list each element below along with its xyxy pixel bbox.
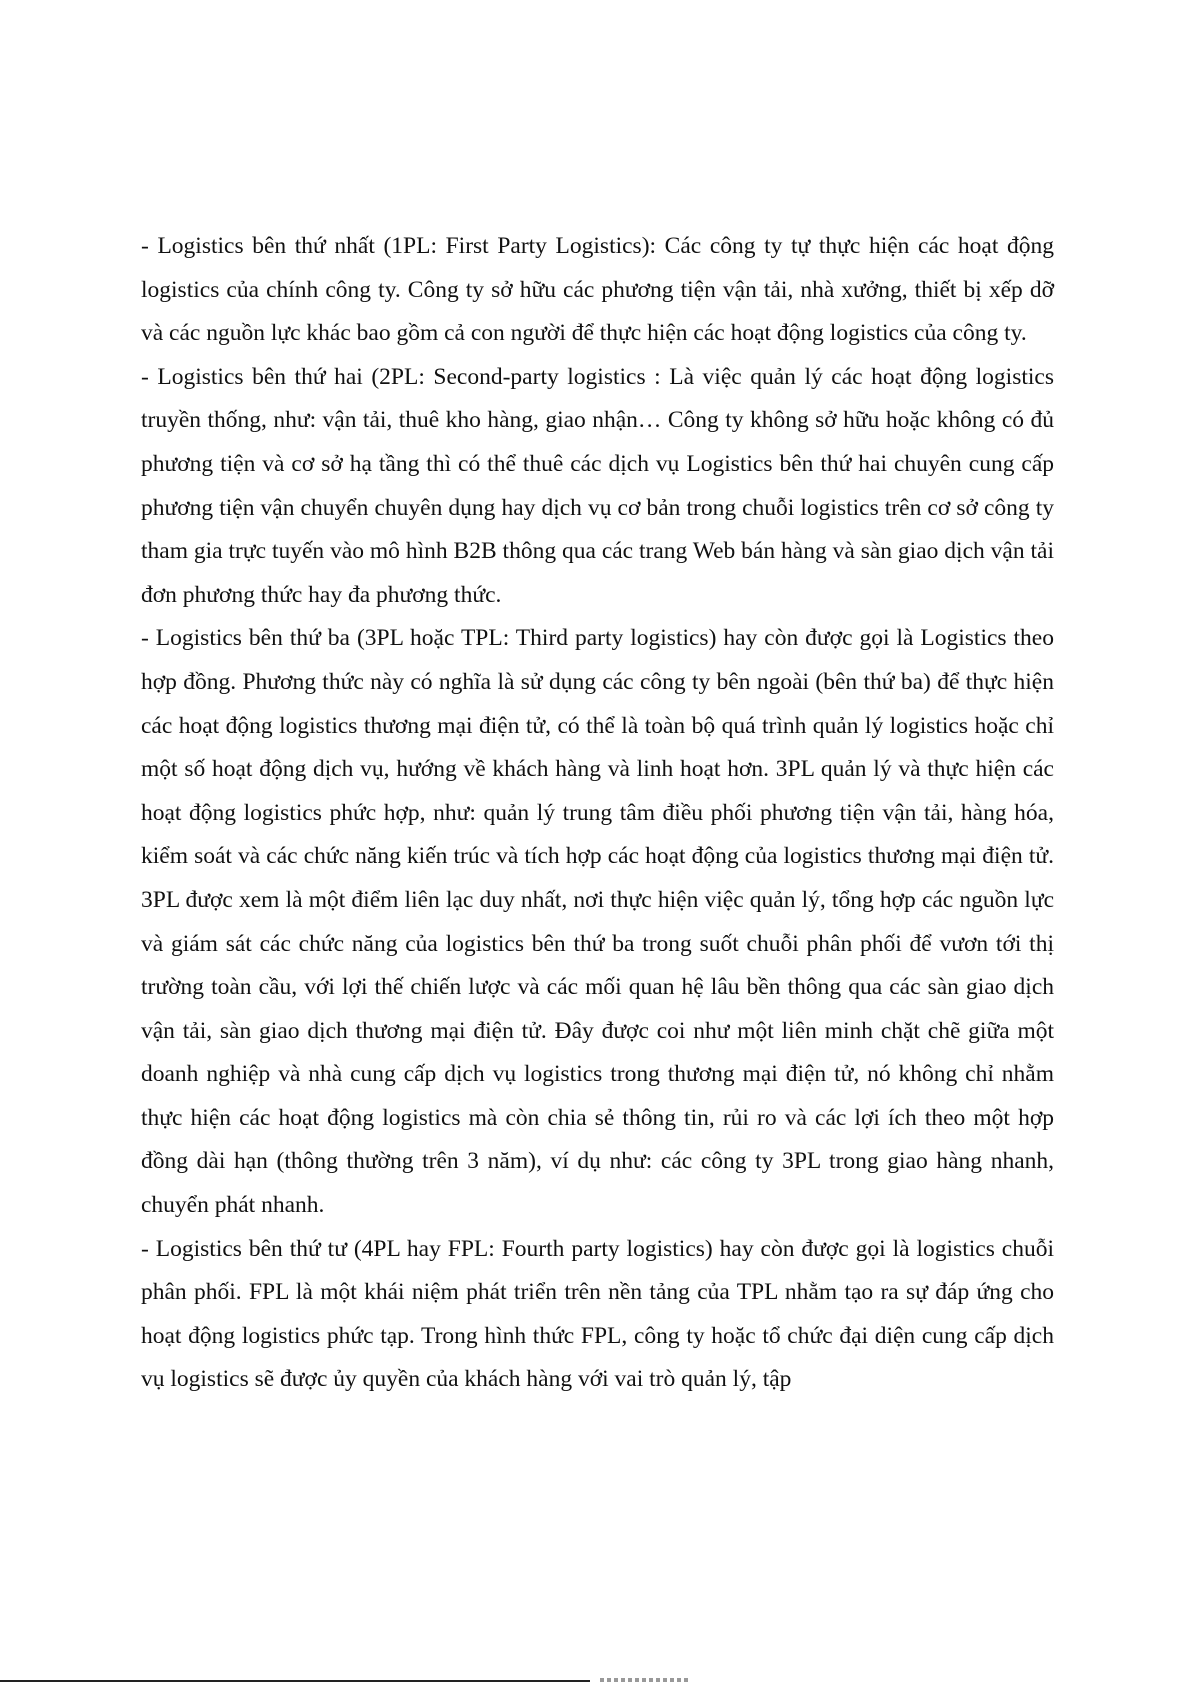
paragraph-4pl: - Logistics bên thứ tư (4PL hay FPL: Fourth party logistics) hay còn được gọi là logistics chuỗi phân phối. FPL là một khái niệm phát triển trên nền tảng của TPL nhằm tạo ra sự đáp ứng cho hoạt động logistics phức tạp. Trong hình thức FPL, công ty hoặc tổ chức đại diện cung cấp dịch vụ logistics sẽ được ủy quyền của khách hàng với vai trò quản lý, tập xyxy=(141,1235,1054,1393)
footer-divider xyxy=(0,1680,590,1682)
document-body xyxy=(141,225,1054,1402)
paragraph-2pl: - Logistics bên thứ hai (2PL: Second-party logistics : Là việc quản lý các hoạt động logistics truyền thống, như: vận tải, thuê kho hàng, giao nhận… Công ty không sở hữu hoặc không có đủ phương tiện và cơ sở hạ tầng thì có thể thuê các dịch vụ Logistics bên thứ hai chuyên cung cấp phương tiện vận chuyển chuyên dụng hay dịch vụ cơ bản trong chuỗi logistics trên cơ sở công ty tham gia trực tuyến vào mô hình B2B thông qua các trang Web bán hàng và sàn giao dịch vận tải đơn phương thức hay đa phương thức. xyxy=(141,363,1054,608)
footer-watermark-fragment xyxy=(600,1678,690,1682)
paragraph-1pl: - Logistics bên thứ nhất (1PL: First Party Logistics): Các công ty tự thực hiện các hoạt động logistics của chính công ty. Công ty sở hữu các phương tiện vận tải, nhà xưởng, thiết bị xếp dỡ và các nguồn lực khác bao gồm cả con người để thực hiện các hoạt động logistics của công ty. xyxy=(141,233,1054,347)
paragraph-3pl: - Logistics bên thứ ba (3PL hoặc TPL: Third party logistics) hay còn được gọi là Logistics theo hợp đồng. Phương thức này có nghĩa là sử dụng các công ty bên ngoài (bên thứ ba) để thực hiện các hoạt động logistics thương mại điện tử, có thể là toàn bộ quá trình quản lý logistics hoặc chỉ một số hoạt động dịch vụ, hướng về khách hàng và linh hoạt hơn. 3PL quản lý và thực hiện các hoạt động logistics phức hợp, như: quản lý trung tâm điều phối phương tiện vận tải, hàng hóa, kiểm soát và các chức năng kiến trúc và tích hợp các hoạt động của logistics thương mại điện tử. 3PL được xem là một điểm liên lạc duy nhất, nơi thực hiện việc quản lý, tổng hợp các nguồn lực và giám sát các chức năng của logistics bên thứ ba trong suốt chuỗi phân phối để vươn tới thị trường toàn cầu, với lợi thế chiến lược và các mối quan hệ lâu bền thông qua các sàn giao dịch vận tải, sàn giao dịch thương mại điện tử. Đây được coi như một liên minh chặt chẽ giữa một doanh nghiệp và nhà cung cấp dịch vụ logistics trong thương mại điện tử, nó không chỉ nhằm thực hiện các hoạt động logistics mà còn chia sẻ thông tin, rủi ro và các lợi ích theo một hợp đồng dài hạn (thông thường trên 3 năm), ví dụ như: các công ty 3PL trong giao hàng nhanh, chuyển phát nhanh. xyxy=(141,625,1054,1219)
